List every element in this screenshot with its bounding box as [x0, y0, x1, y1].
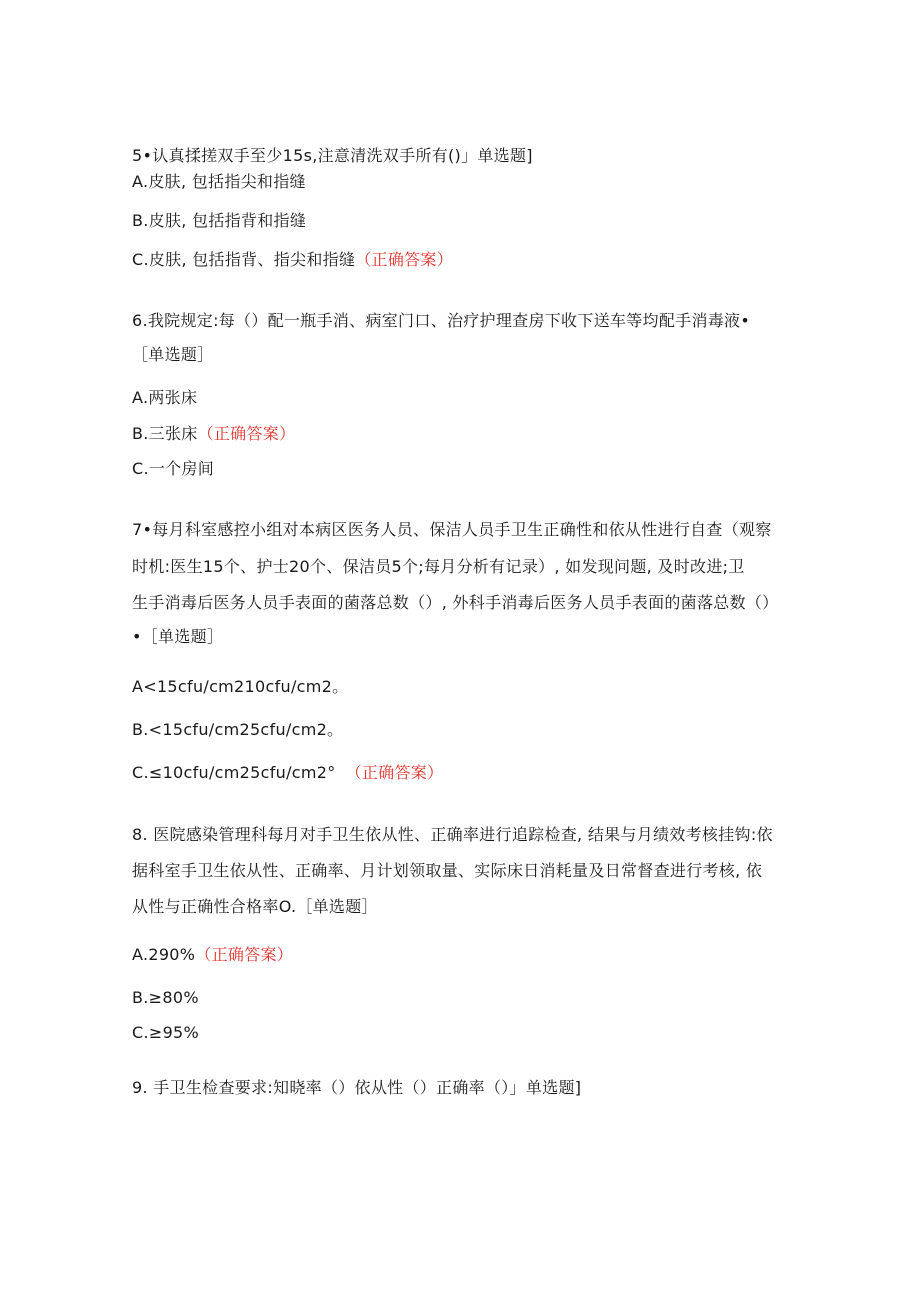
- option-b: [132, 423, 295, 445]
- question-stem: 5•认真揉搓双手至少15s,注意清洗双手所有()」单选题]: [132, 146, 533, 165]
- question-stem: 8. 医院感染管理科每月对手卫生依从性、正确率进行追踪检查, 结果与月绩效考核挂钩:依: [132, 825, 773, 844]
- question-stem: 时机:医生15个、护士20个、保洁员5个;每月分析有记录）, 如发现问题, 及时改进;卫: [132, 557, 745, 576]
- question-stem: 9. 手卫生检查要求:知晓率（）依从性（）正确率（）」单选题]: [132, 1078, 582, 1097]
- option-text: C.皮肤, 包括指背、指尖和指缝: [132, 250, 356, 269]
- option-text: A.290%: [132, 945, 196, 964]
- question-type: •［单选题］: [132, 627, 224, 646]
- question-stem: 6.我院规定:每（）配一瓶手消、病室门口、治疗护理查房下收下送车等均配手消毒液•: [132, 311, 751, 330]
- correct-answer-mark: （正确答案）: [195, 945, 294, 964]
- option-text: C.≥95%: [132, 1023, 200, 1042]
- option-text: B.皮肤, 包括指背和指缝: [132, 211, 307, 230]
- question-stem: 从性与正确性合格率O.［单选题］: [132, 897, 378, 916]
- option-text: C.≤10cfu∕cm25cfu∕cm2°: [132, 763, 336, 782]
- option-text: B.<15cfu∕cm25cfu∕cm2。: [132, 720, 344, 739]
- question-stem: 7•每月科室感控小组对本病区医务人员、保洁人员手卫生正确性和依从性进行自查（观察: [132, 520, 772, 539]
- option-text: B.三张床: [132, 424, 198, 443]
- option-a: [132, 676, 348, 698]
- option-text: B.≥80%: [132, 988, 199, 1007]
- question-type: ［单选题］: [132, 345, 214, 364]
- correct-answer-mark: （正确答案）: [355, 250, 454, 269]
- option-a: [132, 171, 306, 193]
- option-c: [132, 249, 453, 271]
- option-b: [132, 987, 199, 1009]
- option-b: [132, 719, 343, 741]
- option-c: [132, 1022, 199, 1044]
- question-stem: 据科室手卫生依从性、正确率、月计划领取量、实际床日消耗量及日常督查进行考核, 依: [132, 861, 763, 880]
- option-b: [132, 210, 306, 232]
- option-a: [132, 387, 197, 409]
- correct-answer-mark: （正确答案）: [197, 424, 296, 443]
- option-c: [132, 762, 443, 784]
- option-a: [132, 944, 293, 966]
- option-c: [132, 458, 214, 480]
- option-text: A.皮肤, 包括指尖和指缝: [132, 172, 306, 191]
- question-stem: 生手消毒后医务人员手表面的菌落总数（）, 外科手消毒后医务人员手表面的菌落总数（）: [132, 593, 779, 612]
- option-text: A.两张床: [132, 388, 198, 407]
- correct-answer-mark: （正确答案）: [345, 763, 444, 782]
- option-text: C.一个房间: [132, 459, 215, 478]
- option-text: A<15cfu∕cm210cfu∕cm2。: [132, 677, 349, 696]
